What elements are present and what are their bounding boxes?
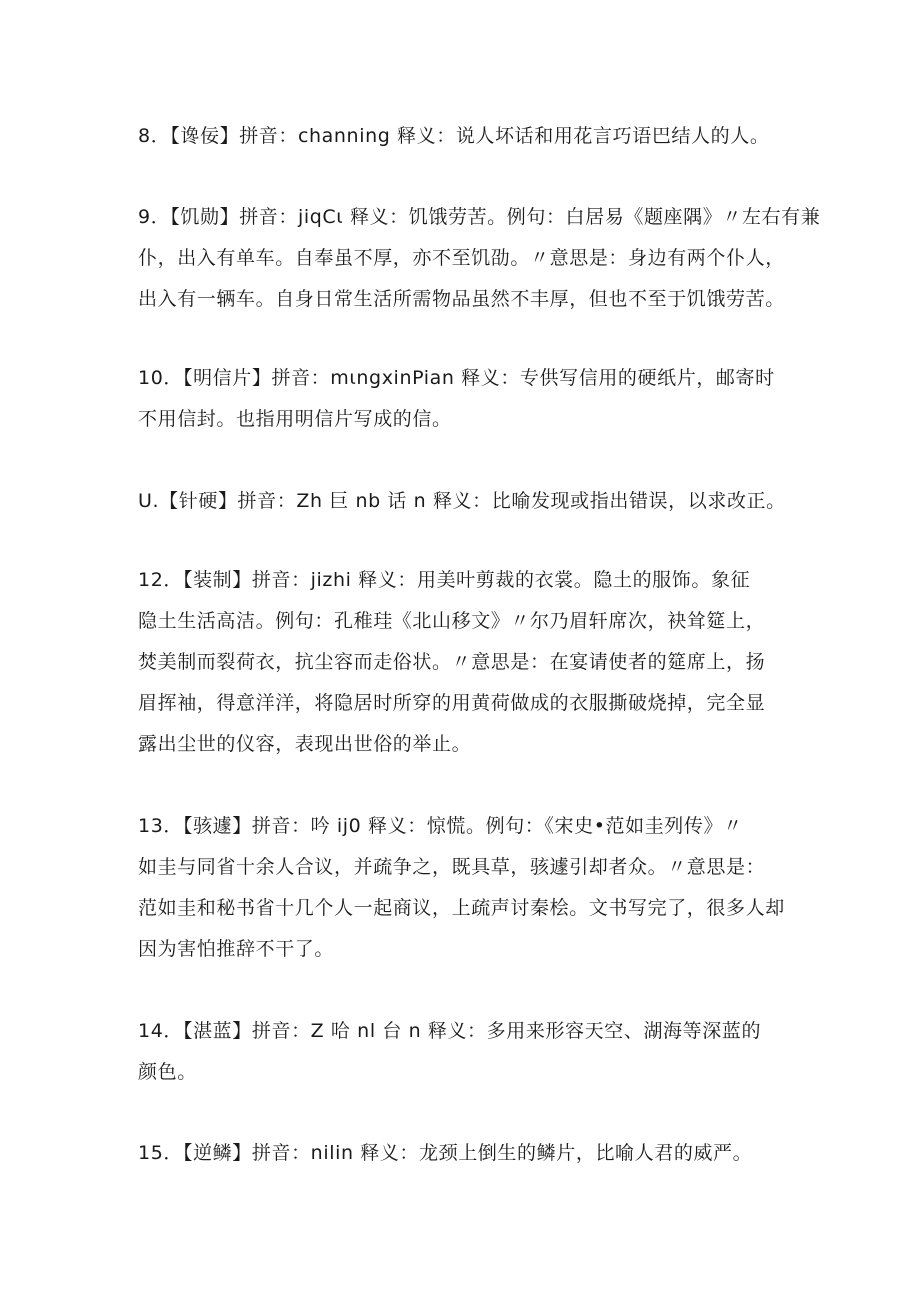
entry-14-line-2: 颜色。	[138, 1061, 197, 1083]
entry-9-line-3: 出入有一辆车。自身日常生活所需物品虽然不丰厚，但也不至于饥饿劳苦。	[138, 288, 785, 310]
entry-10-line-1: 10．【明信片】拼音：mιngxinPian 释义：专供写信用的硬纸片，邮寄时	[138, 367, 775, 389]
entry-13-line-2: 如圭与同省十余人合议，并疏争之，既具草，骇遽引却者众。〃意思是：	[138, 856, 766, 878]
entry-10-line-2: 不用信封。也指用明信片写成的信。	[138, 408, 452, 430]
entry-12-line-1: 12．【装制】拼音：jizhi 释义：用美叶剪裁的衣裳。隐土的服饰。象征	[138, 569, 751, 591]
entry-9-line-2: 仆，出入有单车。自奉虽不厚，亦不至饥劭。〃意思是：身边有两个仆人，	[138, 247, 785, 269]
entry-13-line-4: 因为害怕推辞不干了。	[138, 938, 335, 960]
entry-15-line-1: 15．【逆鳞】拼音：nilin 释义：龙颈上倒生的鳞片，比喻人君的威严。	[138, 1142, 753, 1164]
entry-12-line-5: 露出尘世的仪容，表现出世俗的举止。	[138, 733, 472, 755]
entry-12-line-4: 眉挥袖，得意洋洋，将隐居时所穿的用黄荷做成的衣服撕破烧掉，完全显	[138, 692, 766, 714]
entry-8-line-1: 8．【谗佞】拼音：channing 释义：说人坏话和用花言巧语巴结人的人。	[138, 125, 770, 147]
entry-13-line-1: 13．【骇遽】拼音：吟 ij0 释义：惊慌。例句：《宋史•范如圭列传》〃	[138, 815, 743, 837]
entry-12-line-2: 隐土生活高洁。例句：孔稚珪《北山移文》〃尔乃眉轩席次，袂耸筵上，	[138, 610, 766, 632]
entry-13-line-3: 范如圭和秘书省十几个人一起商议，上疏声讨秦桧。文书写完了，很多人却	[138, 897, 785, 919]
entry-14-line-1: 14．【湛蓝】拼音：Z 哈 nl 台 n 释义：多用来形容天空、湖海等深蓝的	[138, 1020, 762, 1042]
entry-12-line-3: 焚美制而裂荷衣，抗尘容而走俗状。〃意思是：在宴请使者的筵席上，扬	[138, 651, 766, 673]
entry-9-line-1: 9．【饥勋】拼音：jiqCι 释义：饥饿劳苦。例句：白居易《题座隅》〃左右有兼	[138, 206, 821, 228]
entry-11-line-1: U.【针硬】拼音：Zh 巨 nb 话 n 释义：比喻发现或指出错误，以求改正。	[138, 490, 786, 512]
